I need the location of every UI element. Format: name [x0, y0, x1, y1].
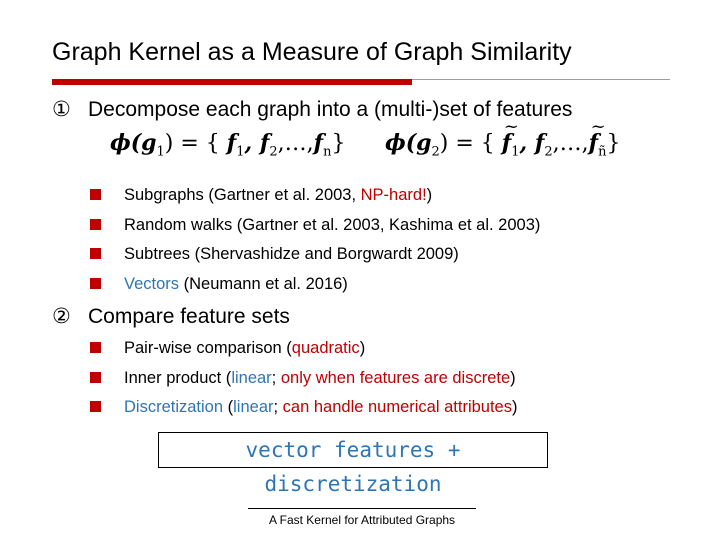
item-separator: ;	[271, 368, 281, 387]
formula-g1-fn-sub: n	[323, 144, 332, 160]
item-emphasis-blue-lead: Discretization	[124, 398, 224, 416]
formula-g1-sub: 1	[156, 144, 165, 160]
list-item	[90, 185, 540, 215]
item-text-end: )	[426, 186, 433, 204]
formula-g1-fn: f	[313, 130, 324, 156]
item-text: Inner product (	[124, 368, 232, 387]
formula-g2-fn: ~ f	[589, 130, 598, 156]
square-bullet-icon	[90, 189, 101, 200]
formula-g2-open: ) = {	[439, 131, 495, 156]
square-bullet-icon	[90, 278, 101, 289]
item-emphasis: quadratic	[291, 339, 360, 357]
list-item	[90, 397, 517, 427]
square-bullet-icon	[90, 342, 101, 353]
formula-g2-fn-sub: ñ	[598, 144, 607, 160]
formula-g2-f1: ~ f	[502, 130, 511, 156]
formula-g1-dots: ,…,	[277, 131, 314, 156]
formula-g2-f2-sub: 2	[544, 144, 553, 160]
formula-g1-f2-sub: 2	[269, 144, 278, 160]
formula-g2-f2: , f	[519, 130, 545, 156]
item-text: Subgraphs (Gartner et al. 2003,	[124, 186, 361, 204]
footer-text: A Fast Kernel for Attributed Graphs	[268, 513, 456, 527]
item-emphasis-blue: linear	[233, 398, 274, 416]
step-1-number: ①	[52, 98, 71, 121]
list-item	[90, 215, 540, 245]
item-text-end: (Neumann et al. 2016)	[179, 274, 348, 293]
step-2-text: Compare feature sets	[88, 305, 290, 328]
step-2-heading	[52, 304, 290, 329]
item-text-end: )	[511, 398, 518, 416]
item-emphasis: can handle numerical attributes	[282, 398, 512, 416]
item-emphasis-blue: linear	[231, 368, 272, 387]
formula-g2-lhs: ϕ(g	[385, 130, 432, 156]
item-emphasis: Vectors	[124, 274, 180, 293]
formula-g1-f2: , f	[244, 130, 270, 156]
list-item	[90, 274, 540, 304]
square-bullet-icon	[90, 372, 101, 383]
formula-g1-open: ) = {	[164, 131, 220, 156]
highlight-box: vector features + discretization	[158, 432, 548, 468]
title-accent-bar	[52, 79, 412, 85]
step-1-heading	[52, 97, 572, 122]
formula-g1-f1: f	[226, 130, 237, 156]
formula-g1-lhs: ϕ(g	[110, 130, 157, 156]
step-2-list	[90, 338, 517, 427]
item-separator: ;	[273, 398, 283, 416]
square-bullet-icon	[90, 401, 101, 412]
step-2-number: ②	[52, 305, 71, 328]
list-item	[90, 244, 540, 274]
list-item	[90, 368, 517, 398]
formula-g2-sub: 2	[431, 144, 440, 160]
formula-g1-f1-sub: 1	[236, 144, 245, 160]
square-bullet-icon	[90, 219, 101, 230]
slide-title: Graph Kernel as a Measure of Graph Similarity	[52, 38, 572, 66]
item-text-end: )	[359, 339, 366, 357]
step-1-text: Decompose each graph into a (multi-)set of features	[88, 98, 573, 121]
item-emphasis: NP-hard!	[360, 186, 427, 204]
formula-g2-close: }	[606, 131, 621, 156]
item-text: Random walks (Gartner et al. 2003, Kashima et al. 2003)	[124, 215, 541, 234]
formula-g2	[385, 130, 620, 176]
list-item	[90, 338, 517, 368]
formula-g2-dots: ,…,	[552, 131, 589, 156]
formula-g1	[110, 130, 345, 176]
item-text: (	[223, 398, 234, 416]
formula-g2-f1-sub: 1	[511, 144, 520, 160]
item-text: Pair-wise comparison (	[124, 339, 292, 357]
item-text: Subtrees (Shervashidze and Borgwardt 2009)	[124, 245, 459, 263]
square-bullet-icon	[90, 248, 101, 259]
item-text-end: )	[510, 368, 516, 387]
item-emphasis: only when features are discrete	[280, 368, 511, 387]
footer-divider	[248, 508, 476, 509]
formula-g1-close: }	[331, 131, 346, 156]
step-1-list	[90, 185, 540, 303]
